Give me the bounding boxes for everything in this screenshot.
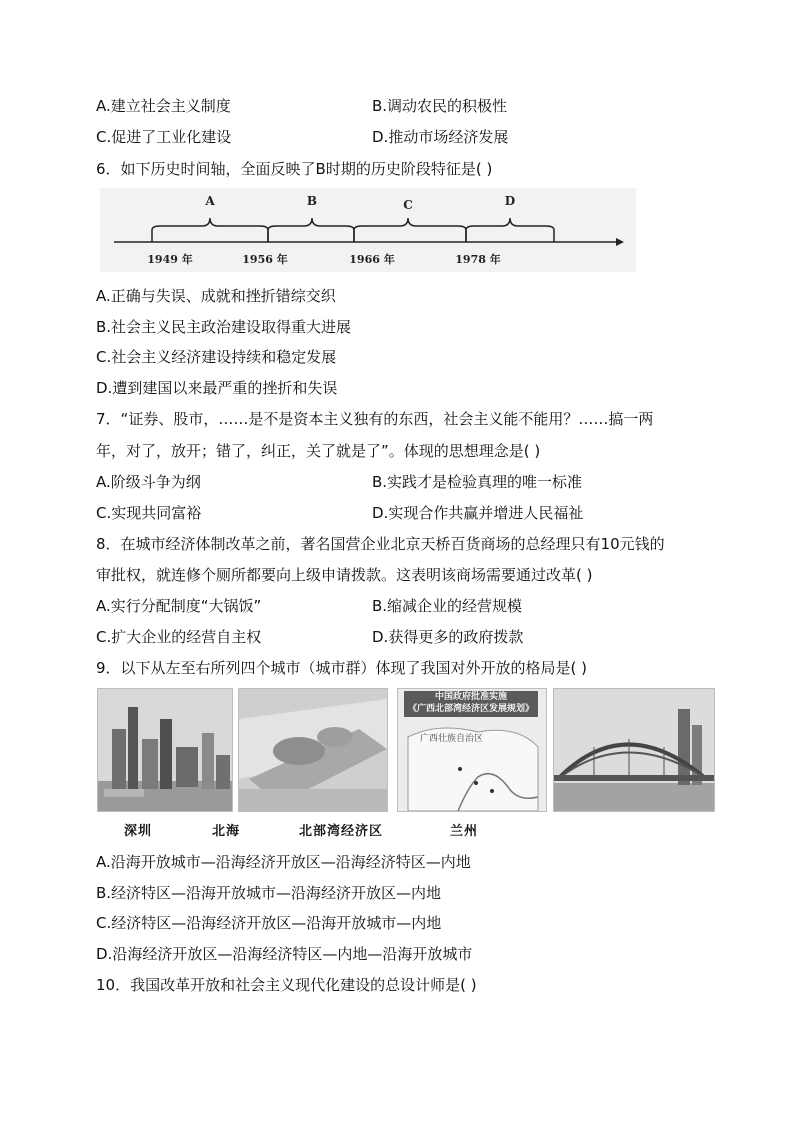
timeline-year-1956: 1956 年 [242, 253, 288, 266]
beibu-gulf-map [397, 688, 547, 812]
q5-option-d: D.推动市场经济发展 [372, 128, 509, 146]
q8-stem-line1: 8．在城市经济体制改革之前，著名国营企业北京天桥百货商场的总经理只有10元钱的 [96, 535, 665, 553]
q9-option-b: B.经济特区—沿海开放城市—沿海经济开放区—内地 [96, 884, 442, 902]
q7-stem-line2: 年，对了，放开；错了，纠正，关了就是了”。体现的思想理念是( ) [96, 442, 541, 460]
q9-option-d: D.沿海经济开放区—沿海经济特区—内地—沿海开放城市 [96, 945, 473, 963]
q6-stem: 6．如下历史时间轴，全面反映了B时期的历史阶段特征是( ) [96, 160, 493, 178]
map-title-line1: 中国政府批准实施 [434, 692, 507, 702]
q8-option-b: B.缩减企业的经营规模 [372, 597, 523, 615]
q6-option-a: A.正确与失误、成就和挫折错综交织 [96, 287, 336, 305]
beihai-photo [238, 688, 388, 812]
q9-option-a: A.沿海开放城市—沿海经济开放区—沿海经济特区—内地 [96, 853, 471, 871]
lanzhou-photo [553, 688, 715, 812]
caption-shenzhen: 深圳 [124, 824, 153, 839]
q7-option-c: C.实现共同富裕 [96, 504, 202, 522]
q8-option-a: A.实行分配制度“大锅饭” [96, 597, 262, 615]
history-timeline [100, 188, 636, 272]
map-title-banner [404, 691, 538, 717]
q8-option-c: C.扩大企业的经营自主权 [96, 628, 262, 646]
timeline-year-1966: 1966 年 [349, 253, 395, 266]
q8-option-d: D.获得更多的政府拨款 [372, 628, 524, 646]
q5-option-a: A.建立社会主义制度 [96, 97, 231, 115]
shenzhen-photo [97, 688, 233, 812]
q7-stem-line1: 7．“证券、股市，……是不是资本主义独有的东西，社会主义能不能用？……搞一两 [96, 410, 654, 428]
timeline-year-1949: 1949 年 [147, 253, 193, 266]
map-region-label: 广西壮族自治区 [420, 734, 484, 744]
timeline-label-d: D [504, 194, 516, 208]
q5-option-c: C.促进了工业化建设 [96, 128, 232, 146]
q9-option-c: C.经济特区—沿海经济开放区—沿海开放城市—内地 [96, 914, 442, 932]
q7-option-a: A.阶级斗争为纲 [96, 473, 201, 491]
q6-option-c: C.社会主义经济建设持续和稳定发展 [96, 348, 337, 366]
timeline-label-a: A [205, 194, 215, 208]
caption-beibu-gulf: 北部湾经济区 [299, 824, 384, 839]
map-title-line2: 《广西北部湾经济区发展规划》 [407, 704, 534, 714]
caption-beihai: 北海 [212, 824, 241, 839]
q7-option-b: B.实践才是检验真理的唯一标准 [372, 473, 583, 491]
q6-option-b: B.社会主义民主政治建设取得重大进展 [96, 318, 352, 336]
timeline-year-1978: 1978 年 [455, 253, 501, 266]
q8-stem-line2: 审批权，就连修个厕所都要向上级申请拨款。这表明该商场需要通过改革( ) [96, 566, 593, 584]
caption-lanzhou: 兰州 [450, 824, 479, 839]
timeline-label-c: C [403, 198, 413, 212]
q9-stem: 9．以下从左至右所列四个城市（城市群）体现了我国对外开放的格局是( ) [96, 659, 588, 677]
q5-option-b: B.调动农民的积极性 [372, 97, 508, 115]
timeline-label-b: B [306, 194, 318, 208]
q7-option-d: D.实现合作共赢并增进人民福祉 [372, 504, 584, 522]
q6-option-d: D.遭到建国以来最严重的挫折和失误 [96, 379, 338, 397]
q10-stem: 10．我国改革开放和社会主义现代化建设的总设计师是( ) [96, 976, 477, 994]
